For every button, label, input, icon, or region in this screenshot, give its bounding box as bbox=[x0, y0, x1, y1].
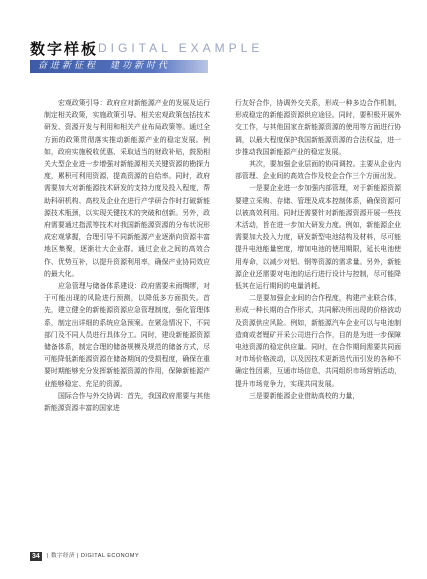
paragraph: 其次，要加强企业层面的协同调控。主要从企业内部管理、企业间的高效合作及校企合作三个方面出发。 bbox=[235, 160, 401, 181]
article-column-right bbox=[235, 97, 401, 402]
page-header bbox=[0, 0, 427, 95]
section-title: 数字样板 bbox=[30, 40, 99, 58]
paragraph: 国际合作与外交协调：首先，我国政府需要与其他新能源资源丰富的国家进 bbox=[44, 391, 210, 413]
page-footer bbox=[30, 552, 410, 562]
article-column-left bbox=[44, 97, 210, 414]
paragraph: 应急管理与储备体系建设：政府需要未雨绸缪，对于可能出现的风险进行预测，以降低多方面损失。首先，建立健全的新能源资源应急管理制度，强化管理体系，制定出详细的系统应急预案。在紧急情况下，不同部门及不同人员进行具体分工。同时，建设新能源资源储备体系，制定合理的储备规模及规范的储备方式，尽可能降低新能源资源在储备期间的受损程度，确保在重要时期能够充分发挥新能源资源的作用，保障新能源产业能够稳定、充足的资源。 bbox=[44, 282, 210, 388]
slogan-banner bbox=[30, 60, 208, 73]
page-number: 34 bbox=[32, 553, 40, 560]
section-title-english: DIGITAL EXAMPLE bbox=[98, 41, 264, 55]
paragraph: 三是要新能源企业借助高校的力量， bbox=[249, 391, 360, 400]
paragraph: 行友好合作，协调外交关系，形成一种多边合作机制，形成稳定的新能源资源供应途径。同时，要积极开展外交工作，与其他国家在新能源资源的使用等方面进行协调，以最大程度保护我国新能源资源的合法权益，进一步推动我国新能源产业的稳定发展。 bbox=[235, 99, 401, 156]
paragraph: 二是要加强企业间的合作程度，构建产业联合体，形成一种长期的合作形式，共同解决所出现的价格波动及资源供应风险。例如，新能源汽车企业可以与电池制造商或者锂矿开采公司进行合作，目的是为进一步保障电池资源的稳定供应量。同时，在合作期间需要共同面对市场价格波动，以及因技术更新迭代而引发的各种不确定性因素，互通市场信息，共同组织市场营销活动，提升市场竞争力，实现共同发展。 bbox=[235, 294, 401, 388]
publication-label: | 数字经济 | DIGITAL ECONOMY bbox=[47, 553, 140, 559]
paragraph: 一是要企业进一步加强内部管理，对于新能源资源要建立采购、存储、管理及成本控制体系，确保资源可以被高效利用。同时还需要针对新能源资源开展一些技术活动，旨在进一步加大研发力度。例如，新能源企业需要加大投入力度，研发新型电池结构及材料，尽可能提升电池能量密度，增加电池的使用期限，延长电池使用寿命，以减少对铝、钢等资源的需求量。另外，新能源企业还需要对电池的运行进行设计与控制，尽可能降低其在运行期间的电量消耗。 bbox=[235, 184, 401, 291]
slogan-text: 奋进新征程 建功新时代 bbox=[38, 61, 171, 71]
paragraph: 宏观政策引导：政府应对新能源产业的发展及运行制定相关政策，实施政策引导。相关宏观政策包括技术研发、资源开发与利用和相关产业布局政策等。通过全方面的政策贯彻落实推动新能源产业的稳定发展。例如，政府实施税收优惠、采取适当的财政补贴，鼓励相关大型企业进一步增强对新能源相关关键资源的勘探力度，累积可利用资源，提高资源的自给率。同时，政府需要加大对新能源技术研发的支持力度及投入程度，帮助科研机构、高校及企业在进行产学研合作时打破新能源技术瓶颈，以实现关键技术的突破和创新。另外，政府需要通过指派等技术对我国新能源资源的分布状况形成宏观掌握，合理引导不同新能源产业逐渐向资源丰富地区集聚，逐渐壮大企业群。通过企业之间的高效合作、优势互补，以提升资源利用率，确保产业协同效应的最大化。 bbox=[44, 99, 210, 278]
